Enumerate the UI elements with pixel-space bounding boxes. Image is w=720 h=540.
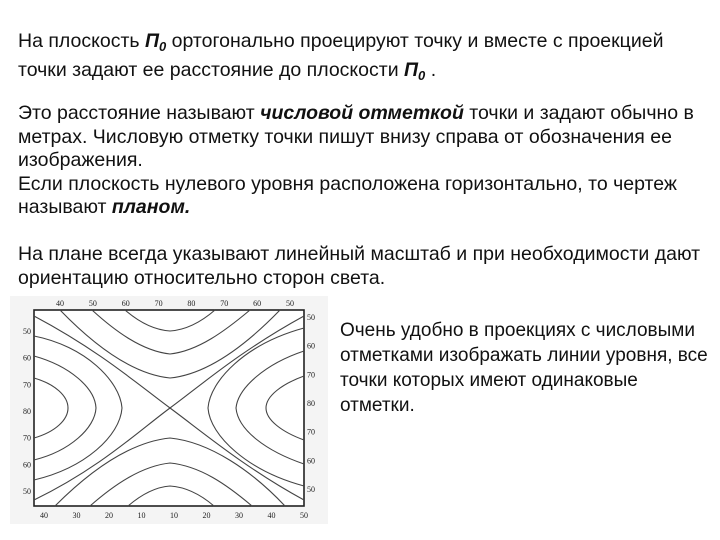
- right-elevation-label: 60: [307, 456, 315, 466]
- scale-paragraph: На плане всегда указывают линейный масштаб и при необходимости дают ориентацию относительно сторон света.: [18, 243, 701, 289]
- top-elevation-label: 70: [154, 299, 163, 308]
- intro-text-2: ортогонально проецируют точку и вместе с проекцией точки задают ее расстояние до плоскости: [18, 30, 664, 81]
- definition-text-2: точки и задают обычно в метрах. Числовую отметку точки пишут внизу справа от обозначения ее изображения.: [18, 102, 694, 171]
- contour-map: [10, 296, 328, 524]
- left-elevation-label: 70: [23, 380, 31, 390]
- plane-subscript: 0: [158, 39, 167, 54]
- contour-explanation: Очень удобно в проекциях с числовыми отметками изображать линии уровня, все точки которых имеют одинаковые отметки.: [340, 320, 708, 416]
- left-elevation-label: 50: [23, 487, 31, 496]
- right-elevation-label: 50: [307, 485, 315, 494]
- definition-text-3: Если плоскость нулевого уровня расположена горизонтально, то чертеж называют: [18, 172, 677, 218]
- intro-paragraph: [18, 30, 713, 87]
- plane-symbol: П: [144, 30, 159, 52]
- plane-subscript-2: 0: [418, 67, 426, 83]
- top-elevation-label: 80: [187, 299, 196, 308]
- right-elevation-label: 60: [307, 341, 315, 351]
- left-elevation-label: 70: [23, 433, 31, 443]
- left-elevation-label: 60: [23, 353, 31, 363]
- definition-paragraph: [18, 102, 713, 220]
- left-elevation-label: 80: [23, 407, 31, 416]
- intro-text-1: На плоскость: [18, 30, 145, 52]
- bottom-elevation-label: 10: [137, 511, 146, 520]
- term-plan: планом.: [111, 196, 191, 218]
- top-elevation-label: 50: [286, 299, 294, 308]
- bottom-elevation-label: 40: [40, 511, 48, 520]
- top-elevation-label: 70: [220, 299, 229, 308]
- term-numeric-mark: числовой отметкой: [260, 102, 464, 124]
- bottom-elevation-label: 50: [300, 511, 308, 520]
- bottom-elevation-label: 30: [235, 511, 243, 520]
- right-elevation-label: 50: [307, 313, 315, 322]
- plane-symbol-2: П: [404, 58, 419, 81]
- top-elevation-label: 60: [121, 299, 130, 308]
- left-elevation-label: 60: [23, 460, 31, 470]
- right-elevation-label: 70: [307, 427, 315, 437]
- contour-map-figure: [10, 296, 328, 524]
- top-elevation-label: 60: [253, 299, 262, 308]
- right-elevation-label: 70: [307, 370, 315, 380]
- bottom-elevation-label: 40: [267, 511, 276, 520]
- bottom-elevation-label: 20: [105, 511, 113, 520]
- right-elevation-label: 80: [307, 399, 315, 408]
- top-elevation-label: 40: [56, 299, 64, 308]
- bottom-elevation-label: 20: [202, 511, 211, 520]
- intro-text-3: .: [425, 58, 437, 81]
- definition-text-1: Это расстояние называют: [18, 102, 261, 124]
- left-elevation-label: 50: [23, 327, 31, 336]
- top-elevation-label: 50: [88, 299, 97, 308]
- bottom-elevation-label: 30: [72, 511, 81, 520]
- bottom-elevation-label: 10: [170, 511, 178, 520]
